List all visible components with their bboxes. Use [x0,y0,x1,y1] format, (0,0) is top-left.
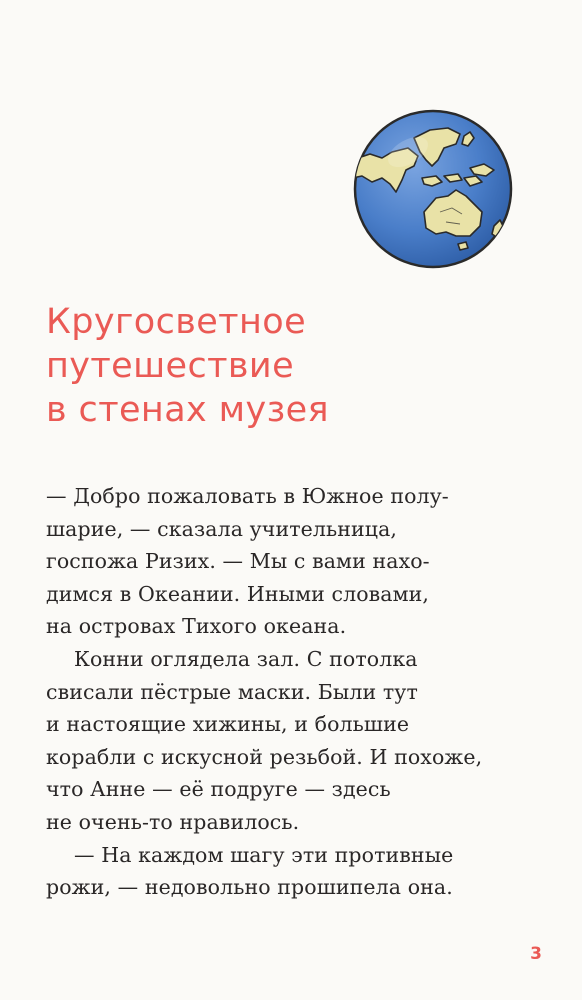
page-number: 3 [530,944,542,964]
globe-icon [352,108,514,270]
text-line: на островах Тихого океана. [46,614,347,639]
text-line: корабли с искусной резьбой. И похоже, [46,744,483,769]
text-line: свисали пёстрые маски. Были тут [46,679,418,704]
chapter-title-line: путешествие [46,346,295,386]
text-line: рожи, — недовольно прошипела она. [46,875,453,900]
text-line: что Анне — её подруге — здесь [46,777,391,802]
text-line: и настоящие хижины, и большие [46,712,410,737]
text-line: госпожа Ризих. — Мы с вами нахо- [46,549,430,574]
story-text [46,480,546,904]
text-line: димся в Океании. Иными словами, [46,581,430,606]
text-line: шарие, — сказала учительница, [46,516,398,541]
chapter-title [46,300,546,432]
text-line: — Добро пожаловать в Южное полу- [46,484,449,508]
text-line: — На каждом шагу эти противные [74,842,454,867]
text-line: не очень-то нравилось. [46,809,300,834]
chapter-title-line: Кругосветное [46,302,307,342]
text-line: Конни оглядела зал. С потолка [74,646,418,671]
chapter-title-line: в стенах музея [46,390,330,430]
